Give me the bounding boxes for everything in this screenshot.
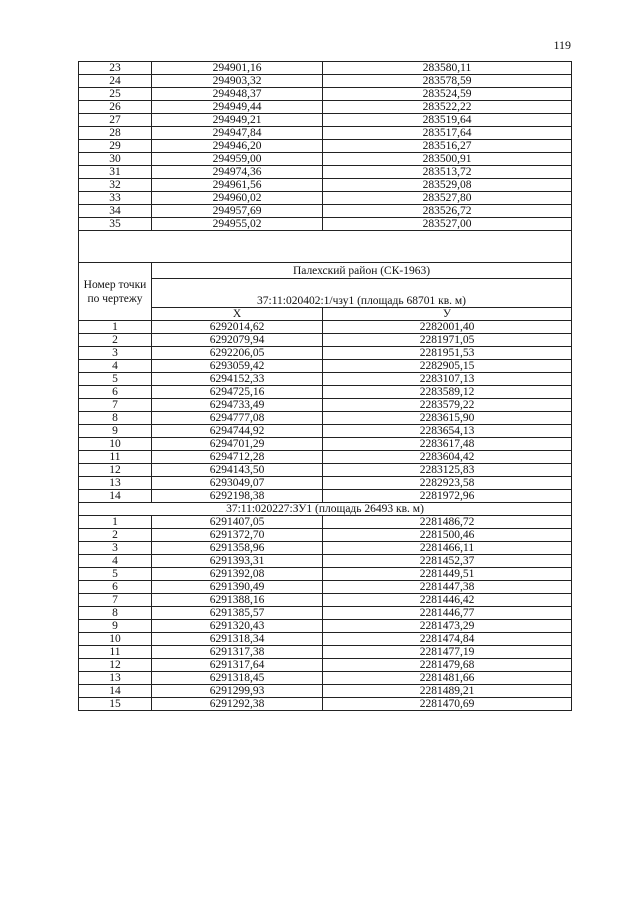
x-value: 6292206,05 [152, 347, 323, 360]
y-value: 2283579,22 [323, 399, 572, 412]
table-row [79, 140, 572, 153]
x-value: 294901,16 [152, 62, 323, 75]
point-number: 8 [79, 412, 152, 425]
x-value: 6294744,92 [152, 425, 323, 438]
section-top-rows [79, 62, 572, 231]
y-value: 283517,64 [323, 127, 572, 140]
y-value: 2281447,38 [323, 581, 572, 594]
y-value: 2281466,11 [323, 542, 572, 555]
x-value: 6292198,38 [152, 490, 323, 503]
x-value: 6294725,16 [152, 386, 323, 399]
table-row [79, 672, 572, 685]
y-value: 2281486,72 [323, 516, 572, 529]
table-row [79, 386, 572, 399]
point-number: 23 [79, 62, 152, 75]
table-row [79, 153, 572, 166]
point-number: 1 [79, 321, 152, 334]
x-value: 6291292,38 [152, 698, 323, 711]
point-number: 30 [79, 153, 152, 166]
x-value: 294948,37 [152, 88, 323, 101]
x-value: 6291388,16 [152, 594, 323, 607]
y-value: 2283107,13 [323, 373, 572, 386]
point-number: 14 [79, 490, 152, 503]
point-number: 32 [79, 179, 152, 192]
y-value: 283578,59 [323, 75, 572, 88]
table-row [79, 438, 572, 451]
y-value: 2282905,15 [323, 360, 572, 373]
table-row [79, 555, 572, 568]
point-number: 9 [79, 425, 152, 438]
point-number: 11 [79, 646, 152, 659]
x-value: 6293049,07 [152, 477, 323, 490]
point-number: 13 [79, 477, 152, 490]
x-value: 294949,44 [152, 101, 323, 114]
point-number: 2 [79, 334, 152, 347]
point-number: 25 [79, 88, 152, 101]
parcel1-rows [79, 321, 572, 503]
x-value: 294955,02 [152, 218, 323, 231]
y-value: 2283654,13 [323, 425, 572, 438]
table-row [79, 360, 572, 373]
table-row [79, 633, 572, 646]
table-row [79, 321, 572, 334]
x-value: 6294777,08 [152, 412, 323, 425]
table-row [79, 88, 572, 101]
x-value: 6291390,49 [152, 581, 323, 594]
point-number: 33 [79, 192, 152, 205]
point-number: 1 [79, 516, 152, 529]
x-value: 294957,69 [152, 205, 323, 218]
x-value: 6291372,70 [152, 529, 323, 542]
table-header [79, 231, 572, 321]
y-value: 2283604,42 [323, 451, 572, 464]
y-value: 283580,11 [323, 62, 572, 75]
x-value: 6291385,57 [152, 607, 323, 620]
y-value: 283522,22 [323, 101, 572, 114]
point-number: 15 [79, 698, 152, 711]
table-row [79, 399, 572, 412]
point-number: 13 [79, 672, 152, 685]
y-value: 2281481,66 [323, 672, 572, 685]
y-value: 2282923,58 [323, 477, 572, 490]
table-row [79, 127, 572, 140]
y-value: 283526,72 [323, 205, 572, 218]
point-number: 7 [79, 594, 152, 607]
x-value: 6291317,64 [152, 659, 323, 672]
y-value: 2281489,21 [323, 685, 572, 698]
point-number: 29 [79, 140, 152, 153]
table-row [79, 114, 572, 127]
point-number: 28 [79, 127, 152, 140]
x-value: 6291407,05 [152, 516, 323, 529]
y-value: 283519,64 [323, 114, 572, 127]
x-value: 294961,56 [152, 179, 323, 192]
page-number: 119 [553, 38, 571, 52]
table-row [79, 62, 572, 75]
point-number: 12 [79, 464, 152, 477]
y-value: 2281951,53 [323, 347, 572, 360]
point-number-header: Номер точки по чертежу [79, 263, 152, 321]
table-row [79, 412, 572, 425]
y-value: 2281470,69 [323, 698, 572, 711]
x-value: 6292014,62 [152, 321, 323, 334]
table-row [79, 542, 572, 555]
x-value: 6294152,33 [152, 373, 323, 386]
y-value: 2281474,84 [323, 633, 572, 646]
y-value: 2281473,29 [323, 620, 572, 633]
x-value: 6291358,96 [152, 542, 323, 555]
table-row [79, 685, 572, 698]
table-row [79, 218, 572, 231]
point-number: 27 [79, 114, 152, 127]
parcel2-header [79, 503, 572, 516]
y-value: 2281477,19 [323, 646, 572, 659]
parcel2-rows [79, 516, 572, 711]
x-column-header: X [152, 308, 323, 321]
y-value: 283527,80 [323, 192, 572, 205]
point-number: 35 [79, 218, 152, 231]
point-number: 4 [79, 555, 152, 568]
x-value: 6291320,43 [152, 620, 323, 633]
point-number: 34 [79, 205, 152, 218]
parcel1-title: 37:11:020402:1/чзу1 (площадь 68701 кв. м) [152, 279, 572, 308]
table-row [79, 568, 572, 581]
y-value: 283513,72 [323, 166, 572, 179]
x-value: 294949,21 [152, 114, 323, 127]
table-row [79, 659, 572, 672]
table-row [79, 620, 572, 633]
coordinates-table [78, 61, 572, 711]
x-value: 294974,36 [152, 166, 323, 179]
point-number: 24 [79, 75, 152, 88]
x-value: 294903,32 [152, 75, 323, 88]
x-value: 6291299,93 [152, 685, 323, 698]
table-row [79, 192, 572, 205]
y-value: 2281446,77 [323, 607, 572, 620]
y-value: 2281479,68 [323, 659, 572, 672]
y-value: 2282001,40 [323, 321, 572, 334]
table-row [79, 373, 572, 386]
point-number: 6 [79, 386, 152, 399]
point-number: 31 [79, 166, 152, 179]
spacer-row [79, 231, 572, 263]
table-row [79, 594, 572, 607]
table-row [79, 581, 572, 594]
point-number: 9 [79, 620, 152, 633]
x-value: 6294701,29 [152, 438, 323, 451]
y-value: 283524,59 [323, 88, 572, 101]
x-value: 6291393,31 [152, 555, 323, 568]
x-value: 6291318,34 [152, 633, 323, 646]
y-value: 2283617,48 [323, 438, 572, 451]
y-column-header: У [323, 308, 572, 321]
region-header: Палехский район (СК-1963) [152, 263, 572, 279]
table-row [79, 607, 572, 620]
table-row [79, 179, 572, 192]
table-row [79, 425, 572, 438]
table-row [79, 334, 572, 347]
y-value: 2281452,37 [323, 555, 572, 568]
point-number: 3 [79, 542, 152, 555]
x-value: 294946,20 [152, 140, 323, 153]
point-number: 5 [79, 373, 152, 386]
table-row [79, 490, 572, 503]
point-number: 6 [79, 581, 152, 594]
point-number: 10 [79, 438, 152, 451]
point-number: 26 [79, 101, 152, 114]
x-value: 6294143,50 [152, 464, 323, 477]
x-value: 294960,02 [152, 192, 323, 205]
x-value: 6293059,42 [152, 360, 323, 373]
point-number: 11 [79, 451, 152, 464]
table-row [79, 347, 572, 360]
table-row [79, 516, 572, 529]
y-value: 2283615,90 [323, 412, 572, 425]
y-value: 2283589,12 [323, 386, 572, 399]
table-row [79, 205, 572, 218]
point-number: 2 [79, 529, 152, 542]
table-row [79, 75, 572, 88]
table-row [79, 101, 572, 114]
table-row [79, 698, 572, 711]
y-value: 283527,00 [323, 218, 572, 231]
table-row [79, 646, 572, 659]
x-value: 6294733,49 [152, 399, 323, 412]
point-number: 7 [79, 399, 152, 412]
x-value: 6291392,08 [152, 568, 323, 581]
y-value: 283529,08 [323, 179, 572, 192]
point-number: 14 [79, 685, 152, 698]
y-value: 2281446,42 [323, 594, 572, 607]
y-value: 2281971,05 [323, 334, 572, 347]
point-number: 4 [79, 360, 152, 373]
x-value: 6291317,38 [152, 646, 323, 659]
x-value: 294959,00 [152, 153, 323, 166]
parcel2-title: 37:11:020227:ЗУ1 (площадь 26493 кв. м) [79, 503, 572, 516]
x-value: 6294712,28 [152, 451, 323, 464]
y-value: 283500,91 [323, 153, 572, 166]
y-value: 2283125,83 [323, 464, 572, 477]
y-value: 2281500,46 [323, 529, 572, 542]
y-value: 2281972,96 [323, 490, 572, 503]
point-number: 8 [79, 607, 152, 620]
y-value: 283516,27 [323, 140, 572, 153]
table-row [79, 451, 572, 464]
table-row [79, 529, 572, 542]
table-row [79, 166, 572, 179]
point-number: 10 [79, 633, 152, 646]
point-number: 5 [79, 568, 152, 581]
table-row [79, 464, 572, 477]
table-row [79, 477, 572, 490]
x-value: 6291318,45 [152, 672, 323, 685]
y-value: 2281449,51 [323, 568, 572, 581]
point-number: 12 [79, 659, 152, 672]
point-number: 3 [79, 347, 152, 360]
x-value: 294947,84 [152, 127, 323, 140]
x-value: 6292079,94 [152, 334, 323, 347]
